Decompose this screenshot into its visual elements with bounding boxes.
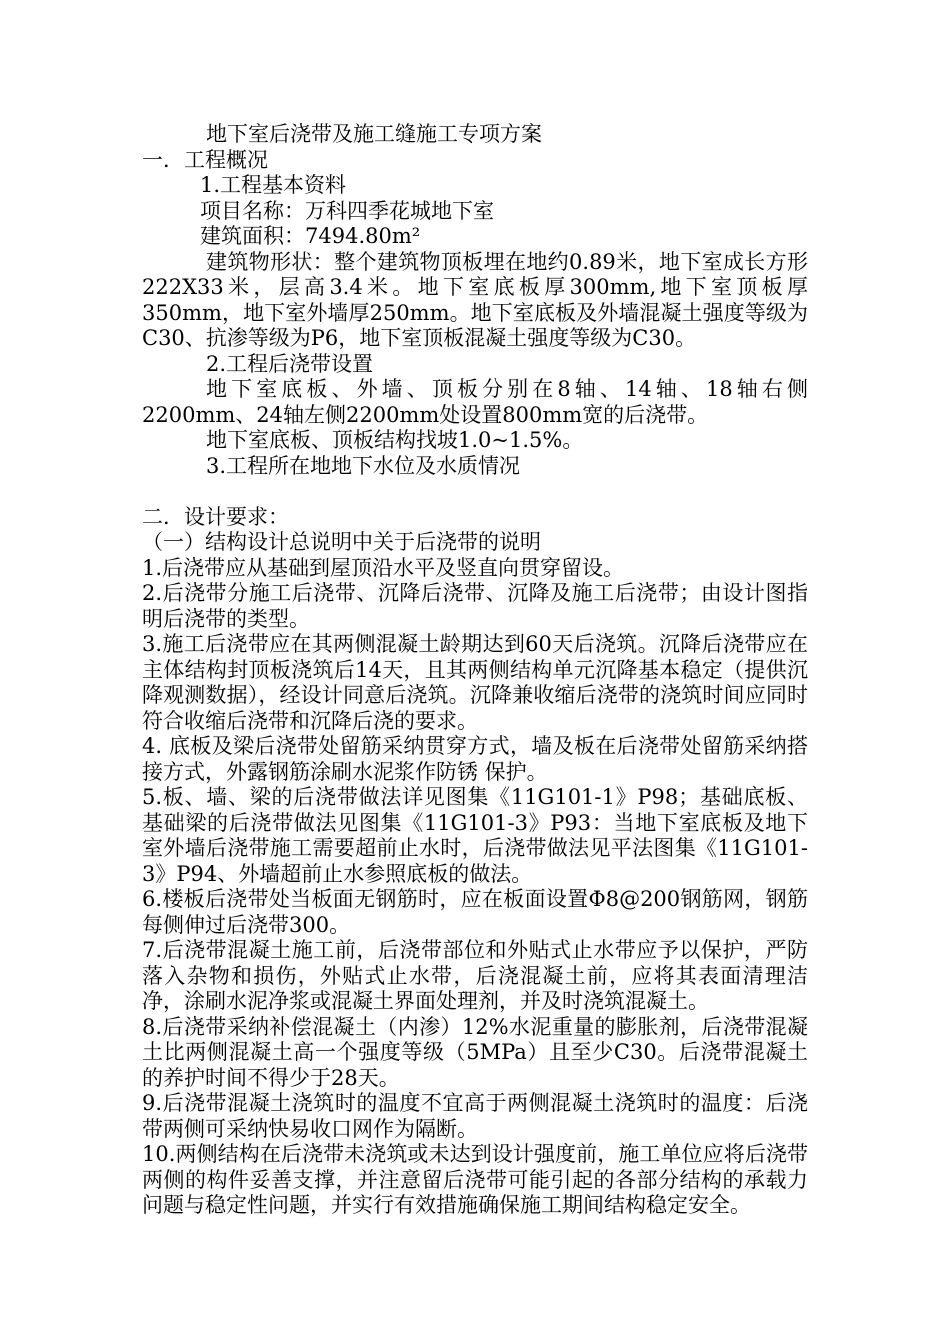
list-item: 1.后浇带应从基础到屋顶沿水平及竖直向贯穿留设。 (142, 555, 625, 580)
subheading-groundwater: 3.工程所在地地下水位及水质情况 (206, 453, 521, 478)
list-item: 4. 底板及梁后浇带处留筋采纳贯穿方式，墙及板在后浇带处留筋采纳搭接方式，外露钢筋涂刷水泥浆作防锈 保护。 (142, 734, 808, 784)
section-heading-overview: 一．工程概况 (142, 147, 268, 172)
document-title: 地下室后浇带及施工缝施工专项方案 (206, 122, 542, 146)
list-item: 6.楼板后浇带处当板面无钢筋时，应在板面设置Φ8@200钢筋网，钢筋每侧伸过后浇带300。 (142, 887, 808, 937)
building-area: 建筑面积：7494.80m² (200, 224, 421, 248)
blank-line (142, 479, 808, 505)
subheading-structural-notes: （一）结构设计总说明中关于后浇带的说明 (142, 530, 541, 554)
list-item: 3.施工后浇带应在其两侧混凝土龄期达到60天后浇筑。沉降后浇带应在主体结构封顶板浇筑后14天，且其两侧结构单元沉降基本稳定（提供沉降观测数据），经设计同意后浇筑。沉降兼收缩后浇带的浇筑时间应同时符合收缩后浇带和沉降后浇的要求。 (142, 632, 808, 733)
list-item: 7.后浇带混凝土施工前，后浇带部位和外贴式止水带应予以保护，严防落入杂物和损伤，外贴式止水带，后浇混凝土前，应将其表面清理洁净，涂刷水泥净浆或混凝土界面处理剂，并及时浇筑混凝土。 (142, 938, 808, 1013)
document-page (142, 122, 808, 1219)
list-item: 2.后浇带分施工后浇带、沉降后浇带、沉降及施工后浇带；由设计图指明后浇带的类型。 (142, 581, 808, 631)
list-item: 10.两侧结构在后浇带未浇筑或未达到设计强度前，施工单位应将后浇带两侧的构件妥善支撑，并注意留后浇带可能引起的各部分结构的承载力问题与稳定性问题，并实行有效措施确保施工期间结构稳定安全。 (142, 1142, 808, 1217)
list-item: 5.板、墙、梁的后浇带做法详见图集《11G101-1》P98；基础底板、基础梁的后浇带做法见图集《11G101-3》P93：当地下室底板及地下室外墙后浇带施工需要超前止水时，后浇带做法见平法图集《11G101-3》P94、外墙超前止水参照底板的做法。 (142, 785, 808, 886)
slope-paragraph: 地下室底板、顶板结构找坡1.0~1.5%。 (206, 428, 584, 452)
project-name: 项目名称：万科四季花城地下室 (200, 198, 494, 223)
list-item: 8.后浇带采纳补偿混凝土（内渗）12%水泥重量的膨胀剂，后浇带混凝土比两侧混凝土高一个强度等级（5MPa）且至少C30。后浇带混凝土的养护时间不得少于28天。 (142, 1014, 808, 1090)
subheading-basic-info: 1.工程基本资料 (200, 173, 347, 197)
subheading-post-pour-strip: 2.工程后浇带设置 (206, 351, 374, 376)
section-heading-design-requirements: 二．设计要求： (142, 504, 289, 529)
list-item: 9.后浇带混凝土浇筑时的温度不宜高于两侧混凝土浇筑时的温度：后浇带两侧可采纳快易收口网作为隔断。 (142, 1091, 808, 1141)
post-pour-strip-paragraph: 地下室底板、外墙、顶板分别在8轴、14轴、18轴右侧2200mm、24轴左侧2200mm处设置800mm宽的后浇带。 (142, 377, 808, 427)
building-shape-paragraph: 建筑物形状：整个建筑物顶板埋在地约0.89米，地下室成长方形222X33米，层高3.4米。地下室底板厚300mm,地下室顶板厚350mm，地下室外墙厚250mm。地下室底板及外墙混凝土强度等级为C30、抗渗等级为P6，地下室顶板混凝土强度等级为C30。 (142, 249, 808, 350)
